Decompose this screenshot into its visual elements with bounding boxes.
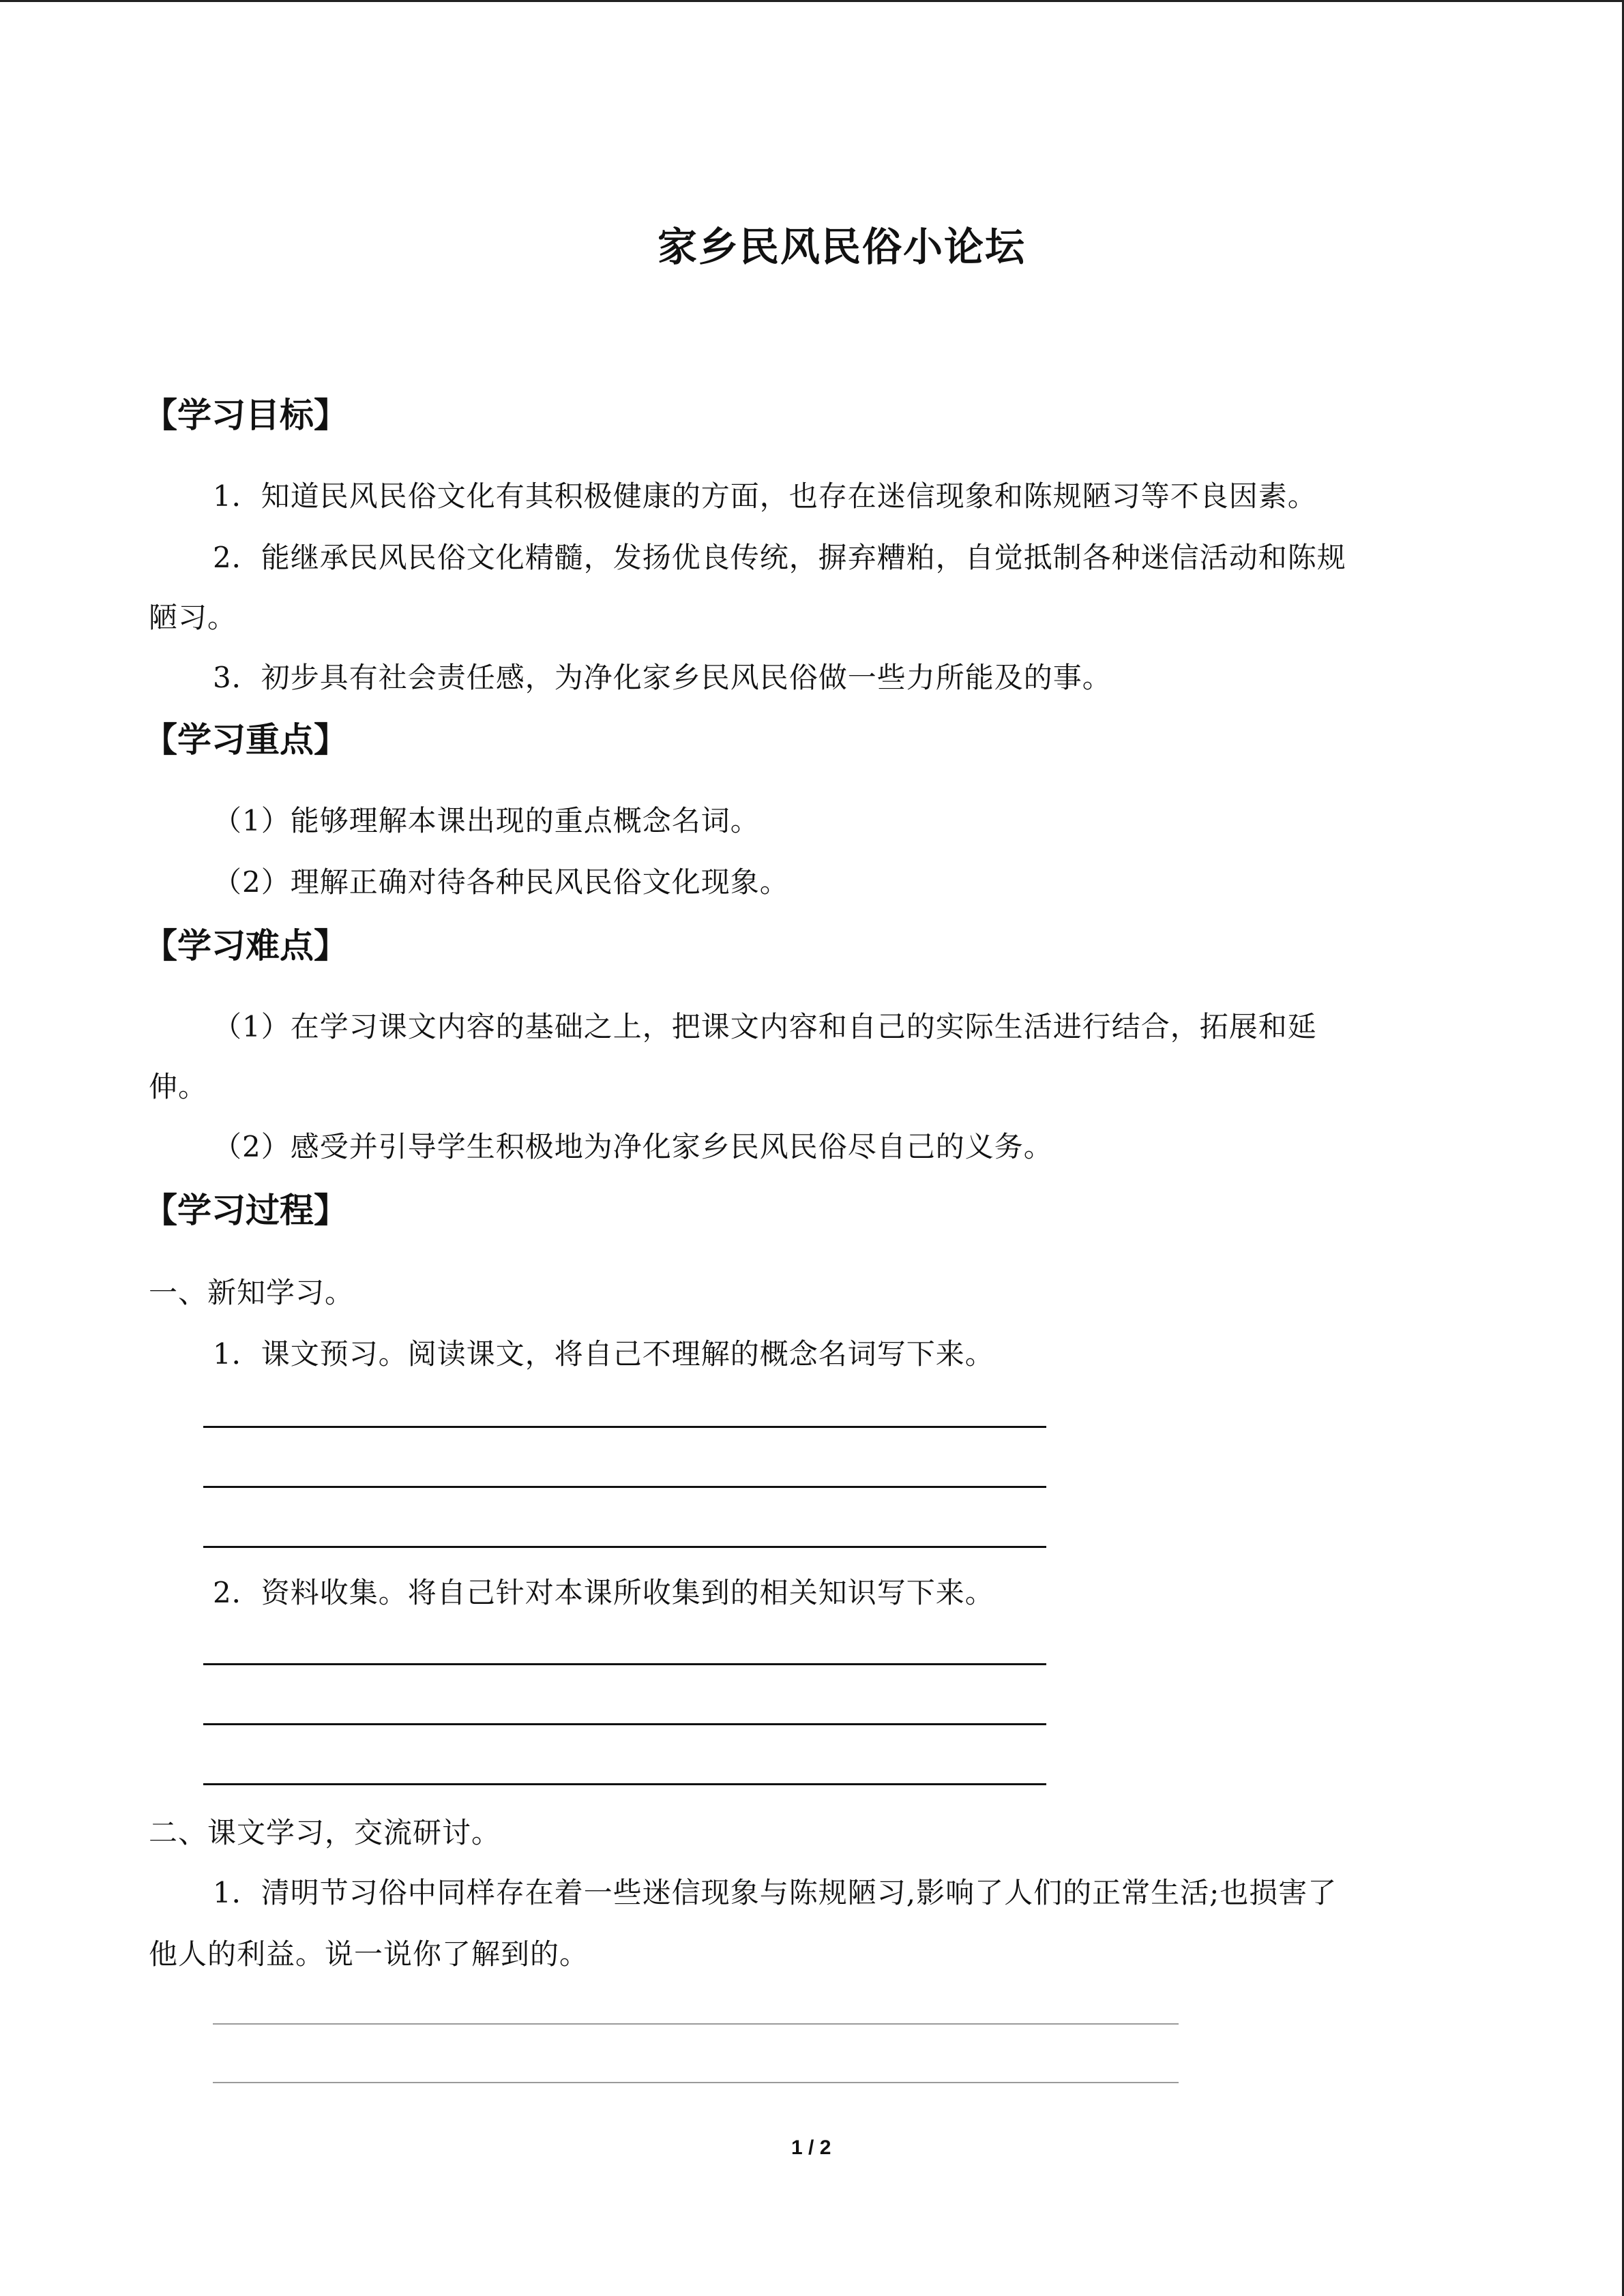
goal-item-2: 2．能继承民风民俗文化精髓，发扬优良传统，摒弃糟粕，自觉抵制各种迷信活动和陈规 [213, 541, 1346, 574]
page-number: 1 / 2 [791, 2136, 831, 2159]
part-1-title: 一、新知学习。 [149, 1276, 355, 1309]
section-heading-difficulties: 【学习难点】 [143, 926, 348, 966]
answer-line[interactable] [213, 2082, 1179, 2083]
section-heading-process: 【学习过程】 [143, 1191, 348, 1230]
answer-line[interactable] [213, 2023, 1179, 2025]
difficulty-1: （1）在学习课文内容的基础之上，把课文内容和自己的实际生活进行结合，拓展和延 [213, 1010, 1317, 1043]
page-title: 家乡民风民俗小论坛 [658, 224, 1027, 270]
section-heading-goals: 【学习目标】 [143, 396, 348, 435]
goal-item-2-continued: 陋习。 [149, 601, 237, 634]
answer-line[interactable] [203, 1486, 1046, 1488]
answer-line[interactable] [203, 1723, 1046, 1725]
goal-item-3: 3．初步具有社会责任感，为净化家乡民风民俗做一些力所能及的事。 [213, 661, 1112, 694]
difficulty-2: （2）感受并引导学生积极地为净化家乡民风民俗尽自己的义务。 [213, 1130, 1053, 1163]
answer-line[interactable] [203, 1546, 1046, 1548]
answer-line[interactable] [203, 1783, 1046, 1785]
part-1-question-2: 2．资料收集。将自己针对本课所收集到的相关知识写下来。 [213, 1576, 994, 1609]
answer-line[interactable] [203, 1663, 1046, 1665]
key-point-2: （2）理解正确对待各种民风民俗文化现象。 [213, 865, 789, 899]
key-point-1: （1）能够理解本课出现的重点概念名词。 [213, 804, 760, 837]
answer-line[interactable] [203, 1426, 1046, 1428]
goal-item-1: 1．知道民风民俗文化有其积极健康的方面，也存在迷信现象和陈规陋习等不良因素。 [213, 479, 1317, 513]
part-1-question-1: 1．课文预习。阅读课文，将自己不理解的概念名词写下来。 [213, 1337, 994, 1371]
part-2-title: 二、课文学习，交流研讨。 [149, 1816, 501, 1849]
difficulty-1-continued: 伸。 [149, 1070, 208, 1103]
part-2-question-1-continued: 他人的利益。说一说你了解到的。 [149, 1937, 589, 1971]
section-heading-key-points: 【学习重点】 [143, 720, 348, 760]
part-2-question-1: 1．清明节习俗中同样存在着一些迷信现象与陈规陋习,影响了人们的正常生活;也损害了 [213, 1876, 1338, 1909]
